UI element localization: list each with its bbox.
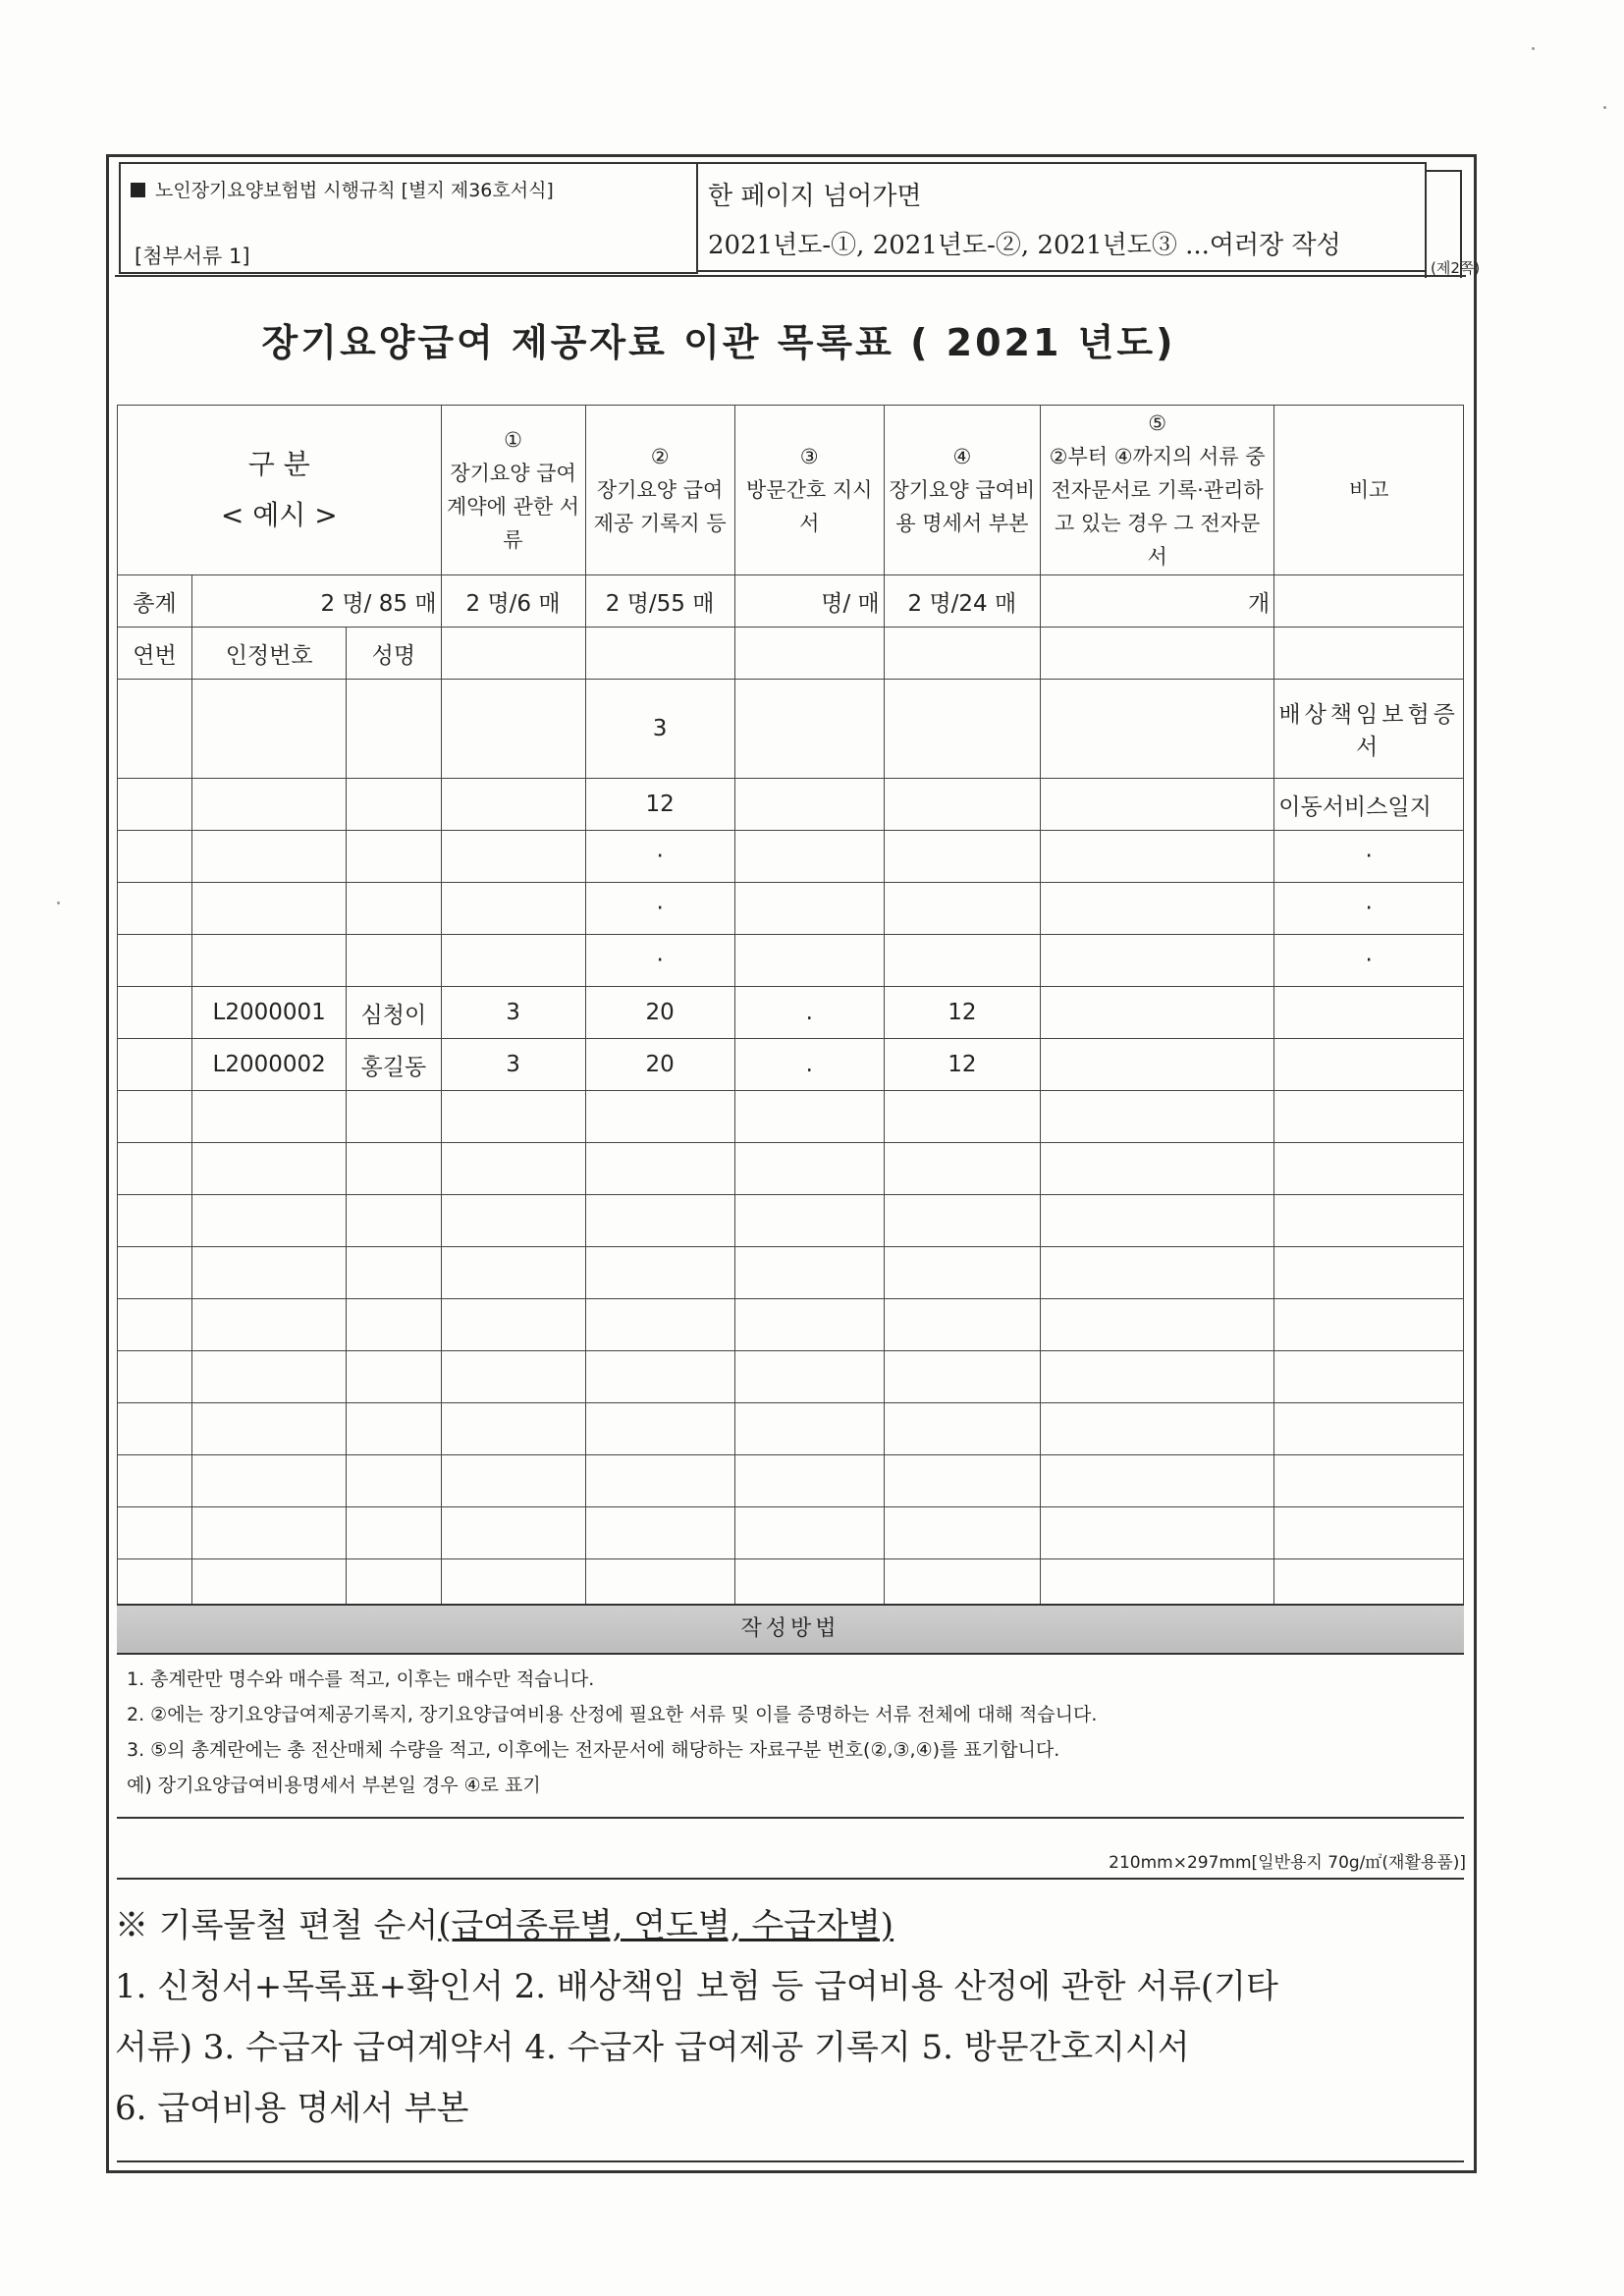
column-header-row [118,406,1464,575]
totals-col4: 2 명/24 매 [884,575,1040,628]
remarks-text: 배상책임보험증서 [1278,702,1459,760]
col2-cell: 20 [585,1039,734,1091]
empty-cell [734,1247,884,1299]
totals-remarks [1274,575,1464,628]
col5-label: ②부터 ④까지의 서류 중 전자문서로 기록·관리하고 있는 경우 그 전자문서 [1049,445,1266,569]
page-number-box [1425,170,1481,278]
empty-cell [734,1403,884,1455]
name-cell: 홍길동 [347,1039,441,1091]
col2-cell: 20 [585,987,734,1039]
gubun-label: 구 분 [247,448,310,480]
empty-cell [347,1143,441,1195]
remarks-cell: · [1274,831,1464,883]
name-cell [347,779,441,831]
cert-cell [192,831,347,883]
empty-cell [1274,1455,1464,1507]
filing-order-line: 1. 신청서+목록표+확인서 2. 배상책임 보험 등 급여비용 산정에 관한 서류(기타 [115,1967,1278,2006]
col3-header [734,406,884,575]
form-reference-box [119,162,698,274]
col4-cell: 12 [884,1039,1040,1091]
method-item: 3. ⑤의 총계란에는 총 전산매체 수량을 적고, 이후에는 전자문서에 해당하는 자료구분 번호(②,③,④)를 표기합니다. [127,1739,1060,1761]
col2-cell: 3 [585,680,734,779]
empty-cell [118,1351,192,1403]
empty-cell [1274,1403,1464,1455]
handwritten-note-box [696,162,1427,272]
col1-cell [441,779,585,831]
empty-cell [441,1507,585,1559]
empty-cell [884,1195,1040,1247]
col1-number: ① [504,428,522,452]
col1-cell: 3 [441,987,585,1039]
cert-cell [192,935,347,987]
empty-row [118,1091,1464,1143]
empty-cell [585,1455,734,1507]
gubun-header [118,406,442,575]
empty-cell [734,1195,884,1247]
divider [117,2160,1464,2162]
empty-cell [118,1247,192,1299]
empty-cell [734,1091,884,1143]
col3-cell [734,831,884,883]
empty-cell [118,1299,192,1351]
empty-row [118,1247,1464,1299]
table-row [118,987,1464,1039]
example-label: < 예시 > [220,499,338,531]
remarks-header: 비고 [1274,406,1464,575]
empty-cell [192,1299,347,1351]
empty-cell [585,1143,734,1195]
empty-cell [192,1455,347,1507]
cert-cell [192,680,347,779]
remarks-cell: · [1274,935,1464,987]
empty-row [118,1507,1464,1559]
empty-cell [585,1403,734,1455]
totals-col2: 2 명/55 매 [585,575,734,628]
empty-cell [884,1091,1040,1143]
col2-cell: · [585,883,734,935]
col4-cell [884,883,1040,935]
empty-row [118,1299,1464,1351]
seq-cell [118,1039,192,1091]
empty-cell [441,1351,585,1403]
empty-cell [734,1143,884,1195]
empty-cell [118,1507,192,1559]
filing-order-criteria: (급여종류별, 연도별, 수급자별) [438,1906,894,1945]
note-line-2: 2021년도-①, 2021년도-②, 2021년도③ ...여러장 작성 [708,231,1341,260]
col3-cell [734,779,884,831]
empty-cell [734,628,884,680]
col2-header [585,406,734,575]
name-header: 성명 [347,628,441,680]
note-line-1: 한 페이지 넘어가면 [708,182,922,211]
divider [117,1817,1464,1819]
seq-cell [118,779,192,831]
col5-number: ⑤ [1148,411,1167,435]
empty-cell [118,1403,192,1455]
form-frame [106,154,1481,2173]
header-bar [119,162,1481,280]
empty-cell [441,1455,585,1507]
divider [117,1878,1464,1880]
sub-header-row [118,628,1464,680]
empty-cell [347,1403,441,1455]
name-cell [347,883,441,935]
col4-cell [884,935,1040,987]
empty-cell [118,1195,192,1247]
filing-order-line: 6. 급여비용 명세서 부본 [115,2089,469,2128]
filing-order-heading [115,1895,1460,1956]
col1-cell [441,831,585,883]
col2-label: 장기요양 급여제공 기록지 등 [593,478,727,535]
empty-cell [585,628,734,680]
empty-cell [1040,1195,1273,1247]
cert-cell [192,883,347,935]
filing-order [115,1895,1460,2139]
seq-header: 연번 [118,628,192,680]
empty-cell [734,1507,884,1559]
remarks-cell: 이동서비스일지 [1274,779,1464,831]
empty-cell [192,1351,347,1403]
col4-header [884,406,1040,575]
empty-cell [347,1507,441,1559]
table-row [118,935,1464,987]
col1-label: 장기요양 급여계약에 관한 서류 [447,462,580,552]
square-bullet-icon [131,183,145,197]
col1-cell [441,883,585,935]
seq-cell [118,831,192,883]
page-number: (제2쪽) [1431,259,1481,277]
col1-cell [441,935,585,987]
empty-cell [1274,1351,1464,1403]
empty-cell [118,1091,192,1143]
empty-cell [884,1455,1040,1507]
col3-label: 방문간호 지시서 [746,478,873,535]
empty-cell [585,1195,734,1247]
col5-cell [1040,1039,1273,1091]
empty-cell [585,1247,734,1299]
name-cell [347,935,441,987]
col1-header [441,406,585,575]
empty-cell [1274,1507,1464,1559]
col4-cell [884,831,1040,883]
empty-cell [192,1195,347,1247]
empty-cell [347,1351,441,1403]
method-item: 1. 총계란만 명수와 매수를 적고, 이후는 매수만 적습니다. [127,1668,595,1690]
col2-number: ② [650,445,670,468]
empty-cell [734,1455,884,1507]
remarks-cell [1274,1039,1464,1091]
empty-cell [1040,628,1273,680]
title-box [115,275,1466,403]
col5-cell [1040,779,1273,831]
empty-cell [884,1247,1040,1299]
empty-cell [347,1247,441,1299]
totals-col3: 명/ 매 [734,575,884,628]
paper-spec: 210mm×297mm[일반용지 70g/㎡(재활용품)] [1109,1853,1466,1873]
cert-cell [192,779,347,831]
empty-cell [118,1455,192,1507]
empty-cell [1040,1299,1273,1351]
totals-overall: 2 명/ 85 매 [192,575,442,628]
empty-cell [347,1455,441,1507]
col3-cell: . [734,1039,884,1091]
col3-cell [734,883,884,935]
empty-cell [1040,1143,1273,1195]
col3-cell [734,680,884,779]
empty-cell [441,1299,585,1351]
col5-cell [1040,680,1273,779]
empty-cell [585,1507,734,1559]
totals-col1: 2 명/6 매 [441,575,585,628]
empty-cell [441,1195,585,1247]
cert-cell: L2000002 [192,1039,347,1091]
empty-cell [884,1351,1040,1403]
empty-cell [441,628,585,680]
method-item: 예) 장기요양급여비용명세서 부본일 경우 ④로 표기 [127,1775,541,1796]
empty-cell [192,1247,347,1299]
filing-order-line: 서류) 3. 수급자 급여계약서 4. 수급자 급여제공 기록지 5. 방문간호지시서 [115,2028,1190,2067]
seq-cell [118,680,192,779]
table-row [118,1039,1464,1091]
empty-cell [585,1299,734,1351]
col5-cell [1040,831,1273,883]
empty-cell [1040,1507,1273,1559]
col2-cell: · [585,935,734,987]
table-row [118,883,1464,935]
empty-cell [884,628,1040,680]
empty-cell [192,1507,347,1559]
empty-row [118,1195,1464,1247]
col5-header [1040,406,1273,575]
empty-cell [1274,1247,1464,1299]
empty-cell [347,1299,441,1351]
col5-cell [1040,987,1273,1039]
cert-cell: L2000001 [192,987,347,1039]
table-row [118,680,1464,779]
empty-cell [1274,1143,1464,1195]
empty-cell [884,1299,1040,1351]
totals-col5: 개 [1040,575,1273,628]
empty-row [118,1403,1464,1455]
attachment-label: [첨부서류 1] [135,245,250,268]
col4-number: ④ [952,445,972,468]
empty-row [118,1351,1464,1403]
filing-order-prefix: ※ 기록물철 편철 순서 [115,1906,439,1945]
col2-cell: · [585,831,734,883]
col4-label: 장기요양 급여비용 명세서 부본 [889,478,1036,535]
writing-method-list [127,1662,1452,1803]
name-cell [347,831,441,883]
remarks-cell [1274,987,1464,1039]
empty-cell [1040,1247,1273,1299]
col5-cell [1040,883,1273,935]
empty-cell [585,1351,734,1403]
col2-cell: 12 [585,779,734,831]
form-reference-text: 노인장기요양보험법 시행규칙 [별지 제36호서식] [155,180,554,201]
seq-cell [118,935,192,987]
col3-cell [734,935,884,987]
seq-cell [118,883,192,935]
name-cell [347,680,441,779]
col1-cell: 3 [441,1039,585,1091]
empty-cell [1040,1403,1273,1455]
col4-cell: 12 [884,987,1040,1039]
remarks-cell: · [1274,883,1464,935]
empty-cell [884,1143,1040,1195]
empty-cell [734,1351,884,1403]
empty-cell [441,1091,585,1143]
method-item: 2. ②에는 장기요양급여제공기록지, 장기요양급여비용 산정에 필요한 서류 및 이를 증명하는 서류 전체에 대해 적습니다. [127,1704,1098,1725]
remarks-cell [1274,680,1464,779]
scan-speck [57,902,60,904]
empty-row [118,1143,1464,1195]
seq-cell [118,987,192,1039]
empty-cell [118,1143,192,1195]
empty-cell [1274,628,1464,680]
empty-cell [734,1299,884,1351]
totals-row [118,575,1464,628]
scan-speck [1532,47,1535,50]
col1-cell [441,680,585,779]
empty-cell [192,1143,347,1195]
empty-cell [884,1507,1040,1559]
col4-cell [884,680,1040,779]
empty-cell [1040,1091,1273,1143]
empty-cell [1040,1455,1273,1507]
empty-cell [884,1403,1040,1455]
name-cell: 심청이 [347,987,441,1039]
col3-cell: . [734,987,884,1039]
empty-cell [192,1403,347,1455]
empty-cell [347,1091,441,1143]
col4-cell [884,779,1040,831]
empty-cell [347,1195,441,1247]
scan-speck [1603,106,1606,109]
empty-cell [192,1091,347,1143]
empty-cell [1274,1195,1464,1247]
page-title: 장기요양급여 제공자료 이관 목록표 ( 2021 년도) [261,321,1176,364]
empty-cell [1274,1091,1464,1143]
form-reference [131,176,554,202]
col3-number: ③ [799,445,819,468]
empty-cell [441,1403,585,1455]
totals-label: 총계 [118,575,192,628]
table-row [118,831,1464,883]
empty-cell [1274,1299,1464,1351]
empty-cell [441,1247,585,1299]
col5-cell [1040,935,1273,987]
table-row [118,779,1464,831]
writing-method-title: 작성방법 [117,1604,1464,1655]
empty-cell [1040,1351,1273,1403]
cert-no-header: 인정번호 [192,628,347,680]
empty-cell [441,1143,585,1195]
transfer-list-table [117,405,1464,1612]
empty-cell [585,1091,734,1143]
empty-row [118,1455,1464,1507]
